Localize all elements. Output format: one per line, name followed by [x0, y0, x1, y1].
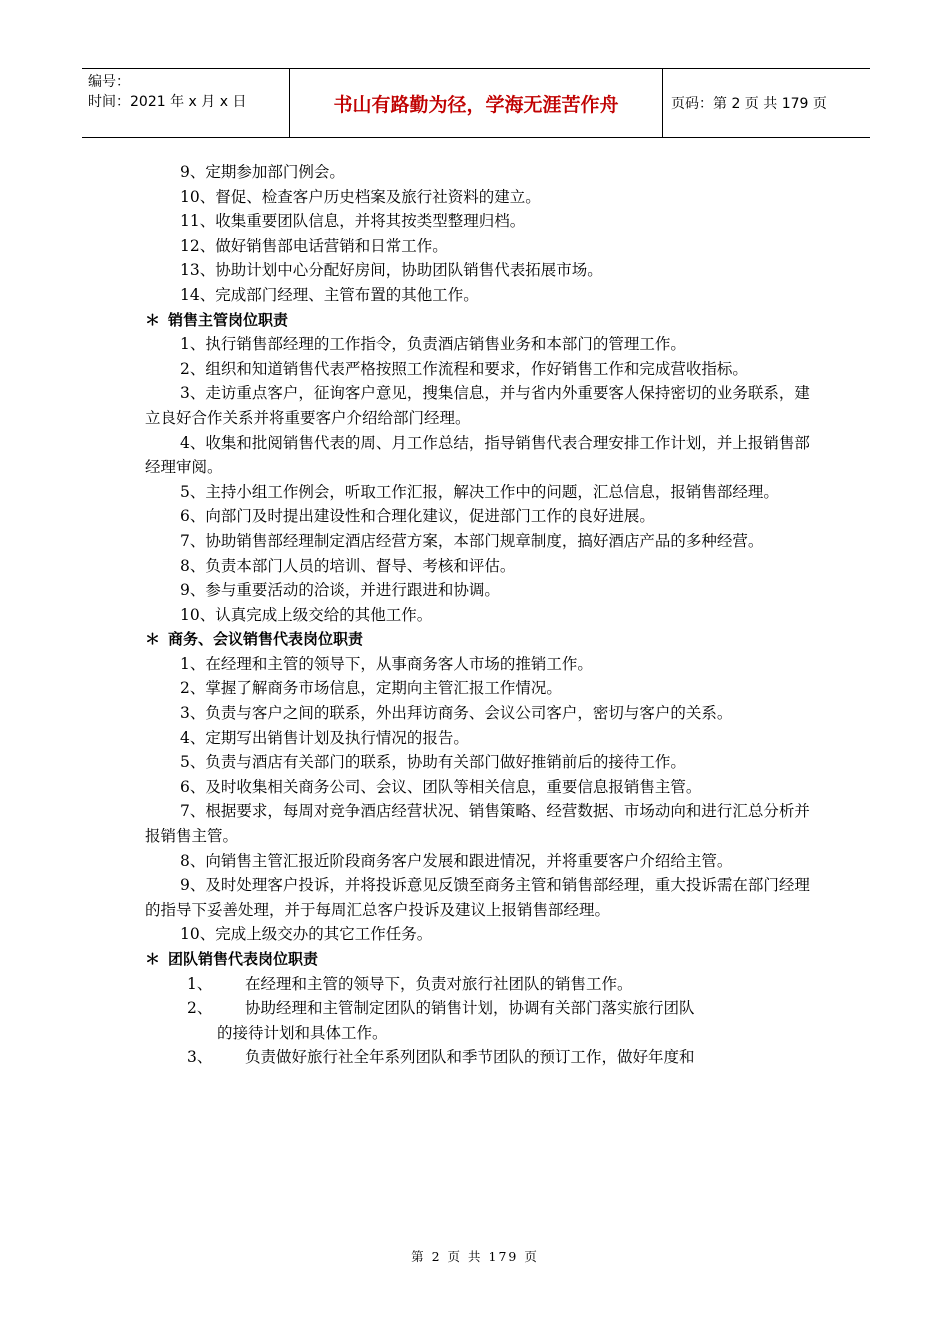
list-item: 3、负责与客户之间的联系，外出拜访商务、会议公司客户，密切与客户的关系。 — [180, 704, 733, 723]
item-number: 2、 — [187, 999, 213, 1018]
header-meta — [82, 69, 290, 137]
list-item: 1、执行销售部经理的工作指令，负责酒店销售业务和本部门的管理工作。 — [180, 335, 686, 354]
list-item: 9、定期参加部门例会。 — [180, 163, 345, 181]
list-item: 2、组织和知道销售代表严格按照工作流程和要求，作好销售工作和完成营收指标。 — [180, 359, 748, 378]
star-icon: ＊ — [145, 310, 161, 329]
star-icon: ＊ — [145, 630, 161, 649]
list-item: 11、收集重要团队信息，并将其按类型整理归档。 — [180, 212, 526, 231]
star-icon: ＊ — [145, 950, 161, 968]
list-item: 8、负责本部门人员的培训、督导、考核和评估。 — [180, 556, 516, 575]
number-label: 编号： — [88, 74, 130, 90]
time-label: 时间：2021 年 x 月 x 日 — [88, 94, 247, 110]
item-text: 负责做好旅行社全年系列团队和季节团队的预订工作，做好年度和 — [245, 1048, 695, 1067]
list-item: 9、参与重要活动的洽谈，并进行跟进和协调。 — [180, 581, 500, 600]
list-item — [145, 996, 810, 1021]
list-item: 7、根据要求，每周对竞争酒店经营状况、销售策略、经营数据、市场动向和进行汇总分析并报销售主管。 — [145, 802, 810, 846]
section-title: 团队销售代表岗位职责 — [168, 950, 319, 968]
section-title: 销售主管岗位职责 — [168, 310, 289, 329]
list-item: 6、及时收集相关商务公司、会议、团队等相关信息，重要信息报销售主管。 — [180, 777, 702, 796]
list-item: 1、在经理和主管的领导下，从事商务客人市场的推销工作。 — [180, 654, 593, 673]
list-item: 2、掌握了解商务市场信息，定期向主管汇报工作情况。 — [180, 679, 562, 698]
list-item: 9、及时处理客户投诉，并将投诉意见反馈至商务主管和销售部经理，重大投诉需在部门经理的指导下妥善处理，并于每周汇总客户投诉及建议上报销售部经理。 — [145, 876, 810, 919]
list-item: 7、协助销售部经理制定酒店经营方案，本部门规章制度，搞好酒店产品的多种经营。 — [180, 531, 764, 550]
list-item: 4、定期写出销售计划及执行情况的报告。 — [180, 728, 469, 747]
list-item — [145, 972, 810, 997]
list-item: 12、做好销售部电话营销和日常工作。 — [180, 236, 448, 255]
item-continuation: 的接待计划和具体工作。 — [217, 1023, 388, 1042]
header-page-label: 页码：第 2 页 共 179 页 — [671, 96, 827, 112]
list-item: 3、走访重点客户，征询客户意见，搜集信息，并与省内外重要客人保持密切的业务联系，建立良好合作关系并将重要客户介绍给部门经理。 — [145, 384, 810, 427]
list-item: 14、完成部门经理、主管布置的其他工作。 — [180, 285, 479, 304]
page-footer: 第 2 页 共 179 页 — [411, 1249, 539, 1264]
item-number: 1、 — [187, 974, 213, 993]
item-number: 3、 — [187, 1048, 213, 1067]
item-text: 协助经理和主管制定团队的销售计划，协调有关部门落实旅行团队 — [245, 999, 695, 1018]
page-header — [82, 68, 870, 138]
list-item: 10、督促、检查客户历史档案及旅行社资料的建立。 — [180, 187, 541, 206]
section-heading-group-sales — [145, 947, 810, 972]
header-motto: 书山有路勤为径，学海无涯苦作舟 — [290, 69, 663, 137]
list-item: 5、负责与酒店有关部门的联系，协助有关部门做好推销前后的接待工作。 — [180, 753, 686, 772]
section-heading-business-sales — [145, 627, 810, 652]
list-item: 13、协助计划中心分配好房间，协助团队销售代表拓展市场。 — [180, 261, 603, 280]
list-item — [145, 1045, 810, 1070]
list-item: 4、收集和批阅销售代表的周、月工作总结，指导销售代表合理安排工作计划，并上报销售部经理审阅。 — [145, 433, 810, 477]
list-item: 6、向部门及时提出建设性和合理化建议，促进部门工作的良好进展。 — [180, 507, 655, 526]
list-item: 8、向销售主管汇报近阶段商务客户发展和跟进情况，并将重要客户介绍给主管。 — [180, 851, 733, 870]
list-item: 5、主持小组工作例会，听取工作汇报，解决工作中的问题，汇总信息，报销售部经理。 — [180, 482, 779, 501]
section-heading-sales-supervisor — [145, 308, 810, 333]
section-title: 商务、会议销售代表岗位职责 — [168, 630, 364, 649]
item-text: 在经理和主管的领导下，负责对旅行社团队的销售工作。 — [245, 974, 633, 993]
list-item: 10、认真完成上级交给的其他工作。 — [180, 605, 433, 624]
list-item: 10、完成上级交办的其它工作任务。 — [180, 925, 433, 944]
document-body — [145, 160, 810, 1070]
